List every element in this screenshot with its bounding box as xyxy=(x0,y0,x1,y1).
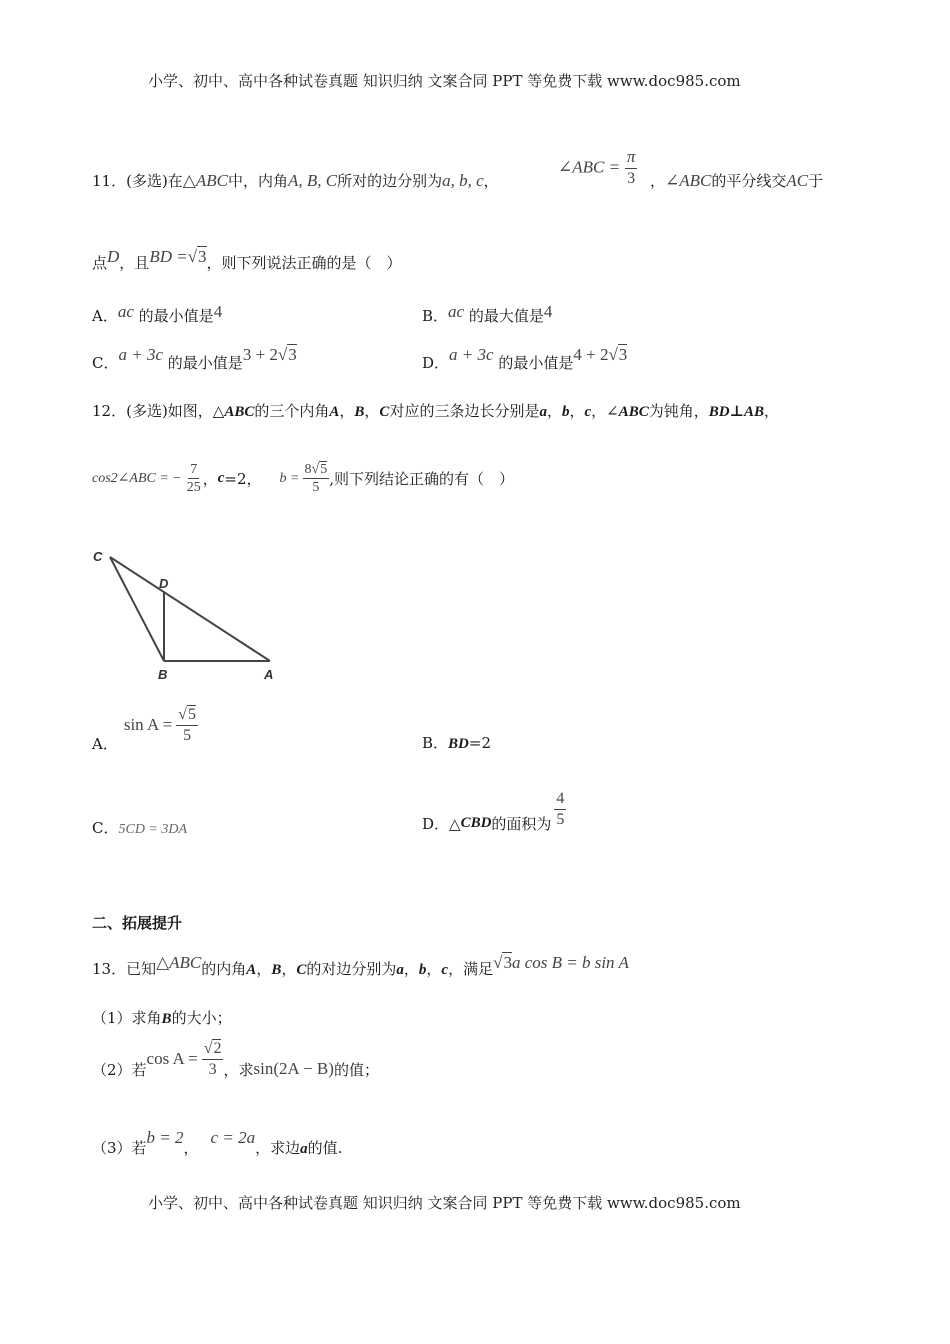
fraction-numerator xyxy=(202,1040,224,1060)
page-header: 小学、初中、高中各种试卷真题 知识归纳 文案合同 PPT 等免费下载 www.doc985.com xyxy=(148,72,741,90)
q13-part2 xyxy=(92,1040,379,1078)
q13-text: ， xyxy=(281,960,297,978)
q12-text: 的三个内角 xyxy=(254,402,330,420)
q12-math: ABC xyxy=(224,404,255,420)
q12-math: ABC xyxy=(618,404,649,420)
q12-text: ， xyxy=(569,402,585,420)
q13-text: 的大小； xyxy=(171,1009,232,1027)
q13-text: ， xyxy=(426,960,442,978)
q13-text: （3）若 xyxy=(92,1139,147,1157)
q13-math: a xyxy=(300,1141,308,1157)
q12-option-c xyxy=(92,817,187,838)
q13-text: 的对边分别为 xyxy=(306,960,397,978)
q11-angle2: ∠ABC xyxy=(665,171,712,190)
q11-text: ，则下列说法正确的是（ ） xyxy=(206,254,402,272)
option-value-root: 3 xyxy=(618,345,628,364)
q12-triangle-figure xyxy=(88,545,288,685)
q11-number: 11．(多选)在 xyxy=(92,172,183,190)
option-label: B． xyxy=(422,307,449,325)
q11-bd-root: 3 xyxy=(198,247,207,266)
sqrt-icon: √ xyxy=(187,247,198,266)
option-math: a + 3c xyxy=(118,345,164,364)
section-title: 二、拓展提升 xyxy=(92,914,183,932)
q12-text: 对应的三条边长分别是 xyxy=(389,402,540,420)
option-label: C． xyxy=(92,354,119,372)
q11-option-a xyxy=(92,302,223,326)
q11-text: 的平分线交 xyxy=(711,172,787,190)
q11-text: 于 xyxy=(808,172,824,190)
q13-root: 2 xyxy=(213,1040,222,1057)
q12-option-b xyxy=(422,732,491,753)
option-math: BD xyxy=(448,736,469,752)
q13-cos-expr: cos A = xyxy=(146,1049,198,1069)
q13-part1 xyxy=(92,1007,232,1028)
segment-ca xyxy=(110,557,270,661)
q13-math: c = 2a xyxy=(210,1128,256,1147)
q11-text: ，且 xyxy=(119,254,150,272)
q11-sides: a, b, c xyxy=(442,171,484,190)
q12-text: 12．(多选)如图，△ xyxy=(92,402,225,420)
q11-line1-tail xyxy=(650,170,823,191)
q13-text: ， xyxy=(256,960,272,978)
q12-text: ，∠ xyxy=(591,402,619,420)
q12-line1 xyxy=(92,400,779,421)
fraction-numerator: 4 xyxy=(554,790,566,810)
q12-b-coef: 8 xyxy=(304,462,312,477)
q13-sin-expr: sin(2A − B) xyxy=(253,1059,334,1079)
sqrt-icon: √ xyxy=(608,345,618,364)
fraction-numerator: π xyxy=(625,148,638,169)
q11-ac: AC xyxy=(786,171,809,190)
q13-math: c xyxy=(441,962,449,978)
q12-math: b xyxy=(561,404,570,420)
q13-math: A xyxy=(246,962,257,978)
q12-text: ， xyxy=(339,402,355,420)
q11-angle-expr xyxy=(558,148,637,187)
q11-line2 xyxy=(92,247,402,273)
q13-math: C xyxy=(296,962,307,978)
q13-part3 xyxy=(92,1128,343,1158)
q12-b-root: 5 xyxy=(320,462,328,477)
q12-b-fraction xyxy=(303,462,330,496)
q12-text: ,则下列结论正确的有（ ） xyxy=(329,470,514,489)
q13-math: B xyxy=(271,962,282,978)
q13-text: ，求边 xyxy=(255,1139,301,1157)
q13-cond-root: 3 xyxy=(503,953,512,972)
q12-text: ， xyxy=(364,402,380,420)
q13-text: ，满足 xyxy=(448,960,494,978)
q11-text: 中，内角 xyxy=(227,172,288,190)
q12-math: a xyxy=(539,404,547,420)
option-math: CBD xyxy=(460,814,492,831)
q11-text: ， xyxy=(483,172,499,190)
option-value: 4 xyxy=(213,302,223,321)
q13-stem xyxy=(92,953,629,979)
fraction-denominator: 5 xyxy=(312,480,320,496)
q13-text: （2）若 xyxy=(92,1060,147,1079)
q13-cos-fraction xyxy=(202,1040,224,1078)
q12-text: =2， xyxy=(224,470,262,489)
option-math: 5CD = 3DA xyxy=(118,822,188,837)
q13-math: b = 2 xyxy=(146,1128,184,1147)
option-label: B． xyxy=(422,734,449,752)
q12-b-expr: b = xyxy=(279,470,300,486)
option-label: A． xyxy=(92,734,118,753)
option-math: ac xyxy=(117,302,134,321)
option-label: D． xyxy=(422,354,450,372)
q11-option-b xyxy=(422,302,553,326)
q13-math: a xyxy=(396,962,404,978)
q12-cos-fraction xyxy=(185,462,203,496)
q12-math: c xyxy=(217,470,225,487)
q11-option-c xyxy=(92,345,297,373)
option-value: 4 xyxy=(543,302,553,321)
q13-text: ， xyxy=(403,960,419,978)
q12-sina-fraction xyxy=(176,706,198,744)
label-d: D xyxy=(159,576,169,591)
q13-text: （1）求角 xyxy=(92,1009,162,1027)
q11-option-d xyxy=(422,345,628,373)
fraction-denominator: 5 xyxy=(556,810,565,828)
q11-pi-fraction xyxy=(625,148,638,187)
q12-area-fraction xyxy=(554,790,566,828)
q11-text: 所对的边分别为 xyxy=(337,172,443,190)
fraction-numerator: 7 xyxy=(188,462,199,479)
q12-line2 xyxy=(92,462,514,496)
option-text: 的面积为 xyxy=(491,814,552,833)
sqrt-icon: √ xyxy=(311,462,320,477)
q13-text: ， xyxy=(183,1139,199,1157)
fraction-denominator: 3 xyxy=(208,1060,217,1078)
option-math: a + 3c xyxy=(449,345,494,364)
option-value: 3 + 2 xyxy=(242,345,278,364)
fraction-denominator: 3 xyxy=(627,169,636,187)
option-value-root: 3 xyxy=(288,345,297,364)
option-label: A． xyxy=(92,307,118,325)
q13-math: B xyxy=(161,1011,172,1027)
q11-bd: BD = xyxy=(149,247,188,266)
option-label: D．△ xyxy=(422,814,461,833)
page-footer: 小学、初中、高中各种试卷真题 知识归纳 文案合同 PPT 等免费下载 www.doc985.com xyxy=(148,1194,741,1212)
label-b: B xyxy=(158,667,168,682)
q11-angle: ∠ABC = xyxy=(558,157,621,177)
option-text: 的最小值是 xyxy=(167,354,243,372)
q12-math: C xyxy=(379,404,390,420)
fraction-numerator xyxy=(303,462,330,479)
option-root: 5 xyxy=(187,706,196,723)
sqrt-icon: √ xyxy=(277,345,288,364)
q11-triangle: △ABC xyxy=(182,171,228,190)
q13-text: 13．已知 xyxy=(92,960,157,978)
option-math: ac xyxy=(448,302,465,321)
option-text: 的最大值是 xyxy=(468,307,544,325)
q13-text: 的值. xyxy=(307,1139,343,1157)
q12-cos-expr: cos2∠ABC = − xyxy=(92,471,182,487)
q11-line1 xyxy=(92,170,499,191)
option-text: 的最小值是 xyxy=(138,307,214,325)
q11-point-d: D xyxy=(107,247,120,266)
option-text: =2 xyxy=(468,734,491,752)
q12-text: 为钝角， xyxy=(648,402,709,420)
q13-math: △ABC xyxy=(156,953,202,972)
sqrt-icon: √ xyxy=(493,953,503,972)
q12-text: ， xyxy=(764,402,780,420)
q12-math: B xyxy=(354,404,365,420)
sqrt-icon: √ xyxy=(203,1040,213,1057)
q11-vars: A, B, C xyxy=(288,171,338,190)
q11-text: ， xyxy=(650,172,666,190)
q13-condition: a cos B = b sin A xyxy=(511,953,629,972)
label-a: A xyxy=(264,667,274,682)
fraction-denominator: 25 xyxy=(186,480,201,496)
fraction-numerator xyxy=(176,706,198,726)
q13-text: 的值； xyxy=(333,1060,379,1079)
q12-text: ， xyxy=(202,470,218,489)
q13-text: ，求 xyxy=(223,1060,254,1079)
q13-text: 的内角 xyxy=(201,960,247,978)
q12-math: c xyxy=(584,404,592,420)
q11-text: 点 xyxy=(92,254,108,272)
option-value: 4 + 2 xyxy=(573,345,609,364)
q12-option-a xyxy=(92,706,198,753)
option-text: 的最小值是 xyxy=(498,354,574,372)
label-c: C xyxy=(93,549,103,564)
q12-math: A xyxy=(329,404,340,420)
option-label: C． xyxy=(92,819,119,837)
option-math: sin A = xyxy=(123,715,173,735)
q13-math: b xyxy=(418,962,427,978)
segment-cb xyxy=(110,557,164,661)
sqrt-icon: √ xyxy=(178,706,187,723)
q12-math: BD⊥AB xyxy=(708,404,765,420)
q12-text: ， xyxy=(546,402,562,420)
q12-option-d xyxy=(422,790,566,833)
fraction-denominator: 5 xyxy=(183,726,192,744)
